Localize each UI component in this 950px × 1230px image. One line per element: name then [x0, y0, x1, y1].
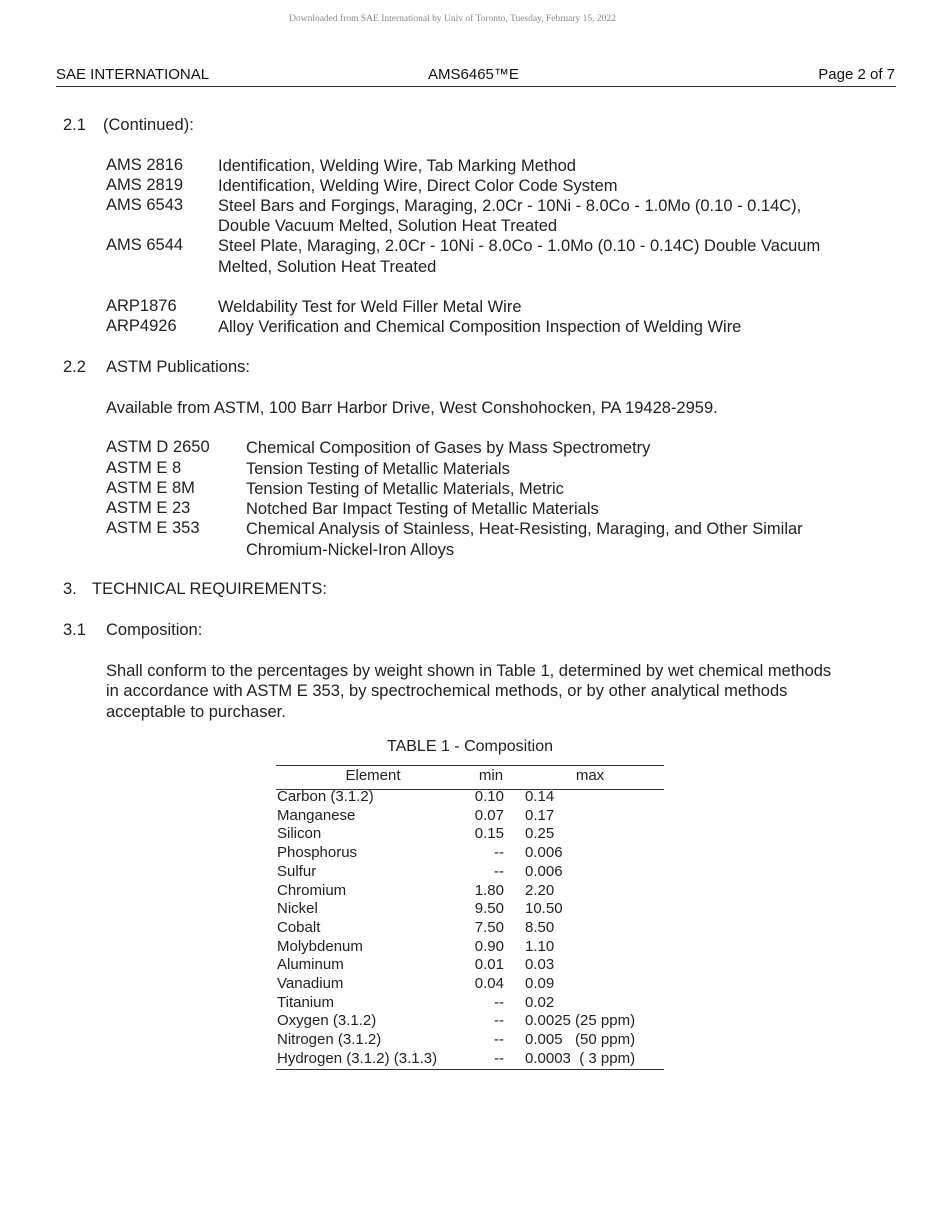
- ref-title: Weldability Test for Weld Filler Metal Wire: [218, 298, 522, 316]
- max-cell: 0.03: [525, 956, 555, 974]
- ref-title: Steel Plate, Maraging, 2.0Cr - 10Ni - 8.0Co - 1.0Mo (0.10 - 0.14C) Double Vacuum: [218, 237, 821, 255]
- section-3-number: 3.: [63, 580, 77, 598]
- column-header-max: max: [575, 767, 605, 784]
- table-row: [276, 900, 664, 919]
- table-row: [276, 788, 664, 807]
- ref-title: Chemical Analysis of Stainless, Heat-Resisting, Maraging, and Other Similar: [246, 520, 803, 538]
- table-row: [276, 882, 664, 901]
- table-row: [276, 863, 664, 882]
- section-2-1-number: 2.1: [63, 116, 86, 134]
- element-cell: Vanadium: [277, 975, 344, 992]
- header-page-number: Page 2 of 7: [818, 66, 895, 83]
- table-row: [276, 975, 664, 994]
- max-cell: 8.50: [525, 918, 555, 936]
- header-org: SAE INTERNATIONAL: [56, 66, 210, 83]
- table-title: TABLE 1 - Composition: [387, 738, 553, 755]
- min-cell: --: [494, 1049, 504, 1067]
- min-cell: 0.15: [474, 825, 504, 843]
- section-2-2-title: ASTM Publications:: [106, 358, 250, 376]
- element-cell: Manganese: [277, 806, 356, 824]
- section-2-1-title: (Continued):: [103, 116, 194, 134]
- ref-code: ASTM E 23: [106, 499, 191, 517]
- ref-code: AMS 2819: [106, 176, 184, 194]
- min-cell: --: [494, 1031, 504, 1049]
- min-cell: 0.01: [474, 956, 504, 974]
- min-cell: 0.07: [474, 806, 504, 824]
- max-cell: 0.09: [525, 975, 555, 992]
- ref-code: ARP4926: [106, 317, 177, 335]
- header-rule: [56, 86, 896, 87]
- element-cell: Silicon: [277, 825, 322, 843]
- ref-code: AMS 6543: [106, 196, 184, 214]
- ref-code: ARP1876: [106, 297, 177, 315]
- ref-code: AMS 6544: [106, 236, 184, 254]
- max-cell: 0.006: [525, 862, 563, 880]
- min-cell: 7.50: [474, 918, 504, 936]
- ref-title-continued: Melted, Solution Heat Treated: [218, 258, 437, 276]
- ref-title: Tension Testing of Metallic Materials: [246, 460, 510, 478]
- table-row: [276, 919, 664, 938]
- table-row: [276, 1031, 664, 1050]
- table-row: [276, 938, 664, 957]
- min-cell: 0.90: [474, 937, 504, 955]
- column-header-element: Element: [345, 767, 401, 784]
- composition-paragraph-line: in accordance with ASTM E 353, by spectrochemical methods, or by other analytical methods: [106, 682, 788, 700]
- composition-paragraph-line: Shall conform to the percentages by weight shown in Table 1, determined by wet chemical methods: [106, 662, 832, 680]
- table-row: [276, 994, 664, 1013]
- min-cell: --: [494, 862, 504, 880]
- section-2-2-number: 2.2: [63, 358, 86, 376]
- table-row: [276, 844, 664, 863]
- ref-title: Notched Bar Impact Testing of Metallic Materials: [246, 500, 599, 518]
- max-cell: 0.006: [525, 844, 563, 862]
- astm-address: Available from ASTM, 100 Barr Harbor Drive, West Conshohocken, PA 19428-2959.: [106, 399, 718, 417]
- max-cell: 2.20: [525, 881, 555, 899]
- max-cell: 0.0025 (25 ppm): [525, 1012, 636, 1030]
- max-cell: 0.17: [525, 806, 555, 824]
- section-3-title: TECHNICAL REQUIREMENTS:: [92, 580, 327, 598]
- min-cell: 9.50: [474, 900, 504, 918]
- element-cell: Carbon (3.1.2): [277, 788, 374, 805]
- ref-title: Chemical Composition of Gases by Mass Spectrometry: [246, 439, 651, 457]
- table-row: [276, 825, 664, 844]
- table-row: [276, 1050, 664, 1069]
- element-cell: Molybdenum: [277, 937, 363, 955]
- element-cell: Sulfur: [277, 862, 317, 880]
- ref-title: Identification, Welding Wire, Direct Color Code System: [218, 177, 618, 195]
- min-cell: --: [494, 993, 504, 1011]
- max-cell: 0.02: [525, 993, 555, 1011]
- ref-title-continued: Double Vacuum Melted, Solution Heat Treated: [218, 217, 558, 235]
- table-bottom-rule: [276, 1069, 664, 1070]
- max-cell: 0.14: [525, 788, 555, 805]
- download-watermark: Downloaded from SAE International by Univ of Toronto, Tuesday, February 15, 2022: [289, 14, 616, 24]
- min-cell: 1.80: [474, 881, 504, 899]
- column-header-min: min: [478, 767, 504, 784]
- element-cell: Nickel: [277, 900, 318, 918]
- header-doc-id: AMS6465™E: [428, 66, 519, 83]
- min-cell: --: [494, 1012, 504, 1030]
- ref-code: ASTM E 8: [106, 459, 182, 477]
- ref-code: ASTM D 2650: [106, 438, 210, 456]
- ref-code: AMS 2816: [106, 156, 184, 174]
- element-cell: Hydrogen (3.1.2) (3.1.3): [277, 1049, 438, 1067]
- ref-title: Identification, Welding Wire, Tab Marking Method: [218, 157, 576, 175]
- max-cell: 0.005 (50 ppm): [525, 1031, 636, 1049]
- max-cell: 0.0003 ( 3 ppm): [525, 1049, 636, 1067]
- table-row: [276, 807, 664, 826]
- section-3-1-title: Composition:: [106, 621, 203, 639]
- table-row: [276, 1012, 664, 1031]
- element-cell: Chromium: [277, 881, 347, 899]
- ref-code: ASTM E 353: [106, 519, 200, 537]
- min-cell: 0.04: [474, 975, 504, 992]
- element-cell: Phosphorus: [277, 844, 358, 862]
- element-cell: Nitrogen (3.1.2): [277, 1031, 382, 1049]
- table-top-rule: [276, 765, 664, 766]
- min-cell: --: [494, 844, 504, 862]
- ref-title-continued: Chromium-Nickel-Iron Alloys: [246, 541, 455, 559]
- ref-code: ASTM E 8M: [106, 479, 195, 497]
- composition-paragraph-line: acceptable to purchaser.: [106, 703, 286, 721]
- element-cell: Oxygen (3.1.2): [277, 1012, 377, 1030]
- element-cell: Cobalt: [277, 918, 321, 936]
- max-cell: 10.50: [525, 900, 563, 918]
- element-cell: Titanium: [277, 993, 334, 1011]
- ref-title: Steel Bars and Forgings, Maraging, 2.0Cr - 10Ni - 8.0Co - 1.0Mo (0.10 - 0.14C),: [218, 197, 802, 215]
- min-cell: 0.10: [474, 788, 504, 805]
- section-3-1-number: 3.1: [63, 621, 86, 639]
- element-cell: Aluminum: [277, 956, 344, 974]
- ref-title: Alloy Verification and Chemical Composition Inspection of Welding Wire: [218, 318, 742, 336]
- table-row: [276, 956, 664, 975]
- max-cell: 0.25: [525, 825, 555, 843]
- max-cell: 1.10: [525, 937, 555, 955]
- ref-title: Tension Testing of Metallic Materials, Metric: [246, 480, 564, 498]
